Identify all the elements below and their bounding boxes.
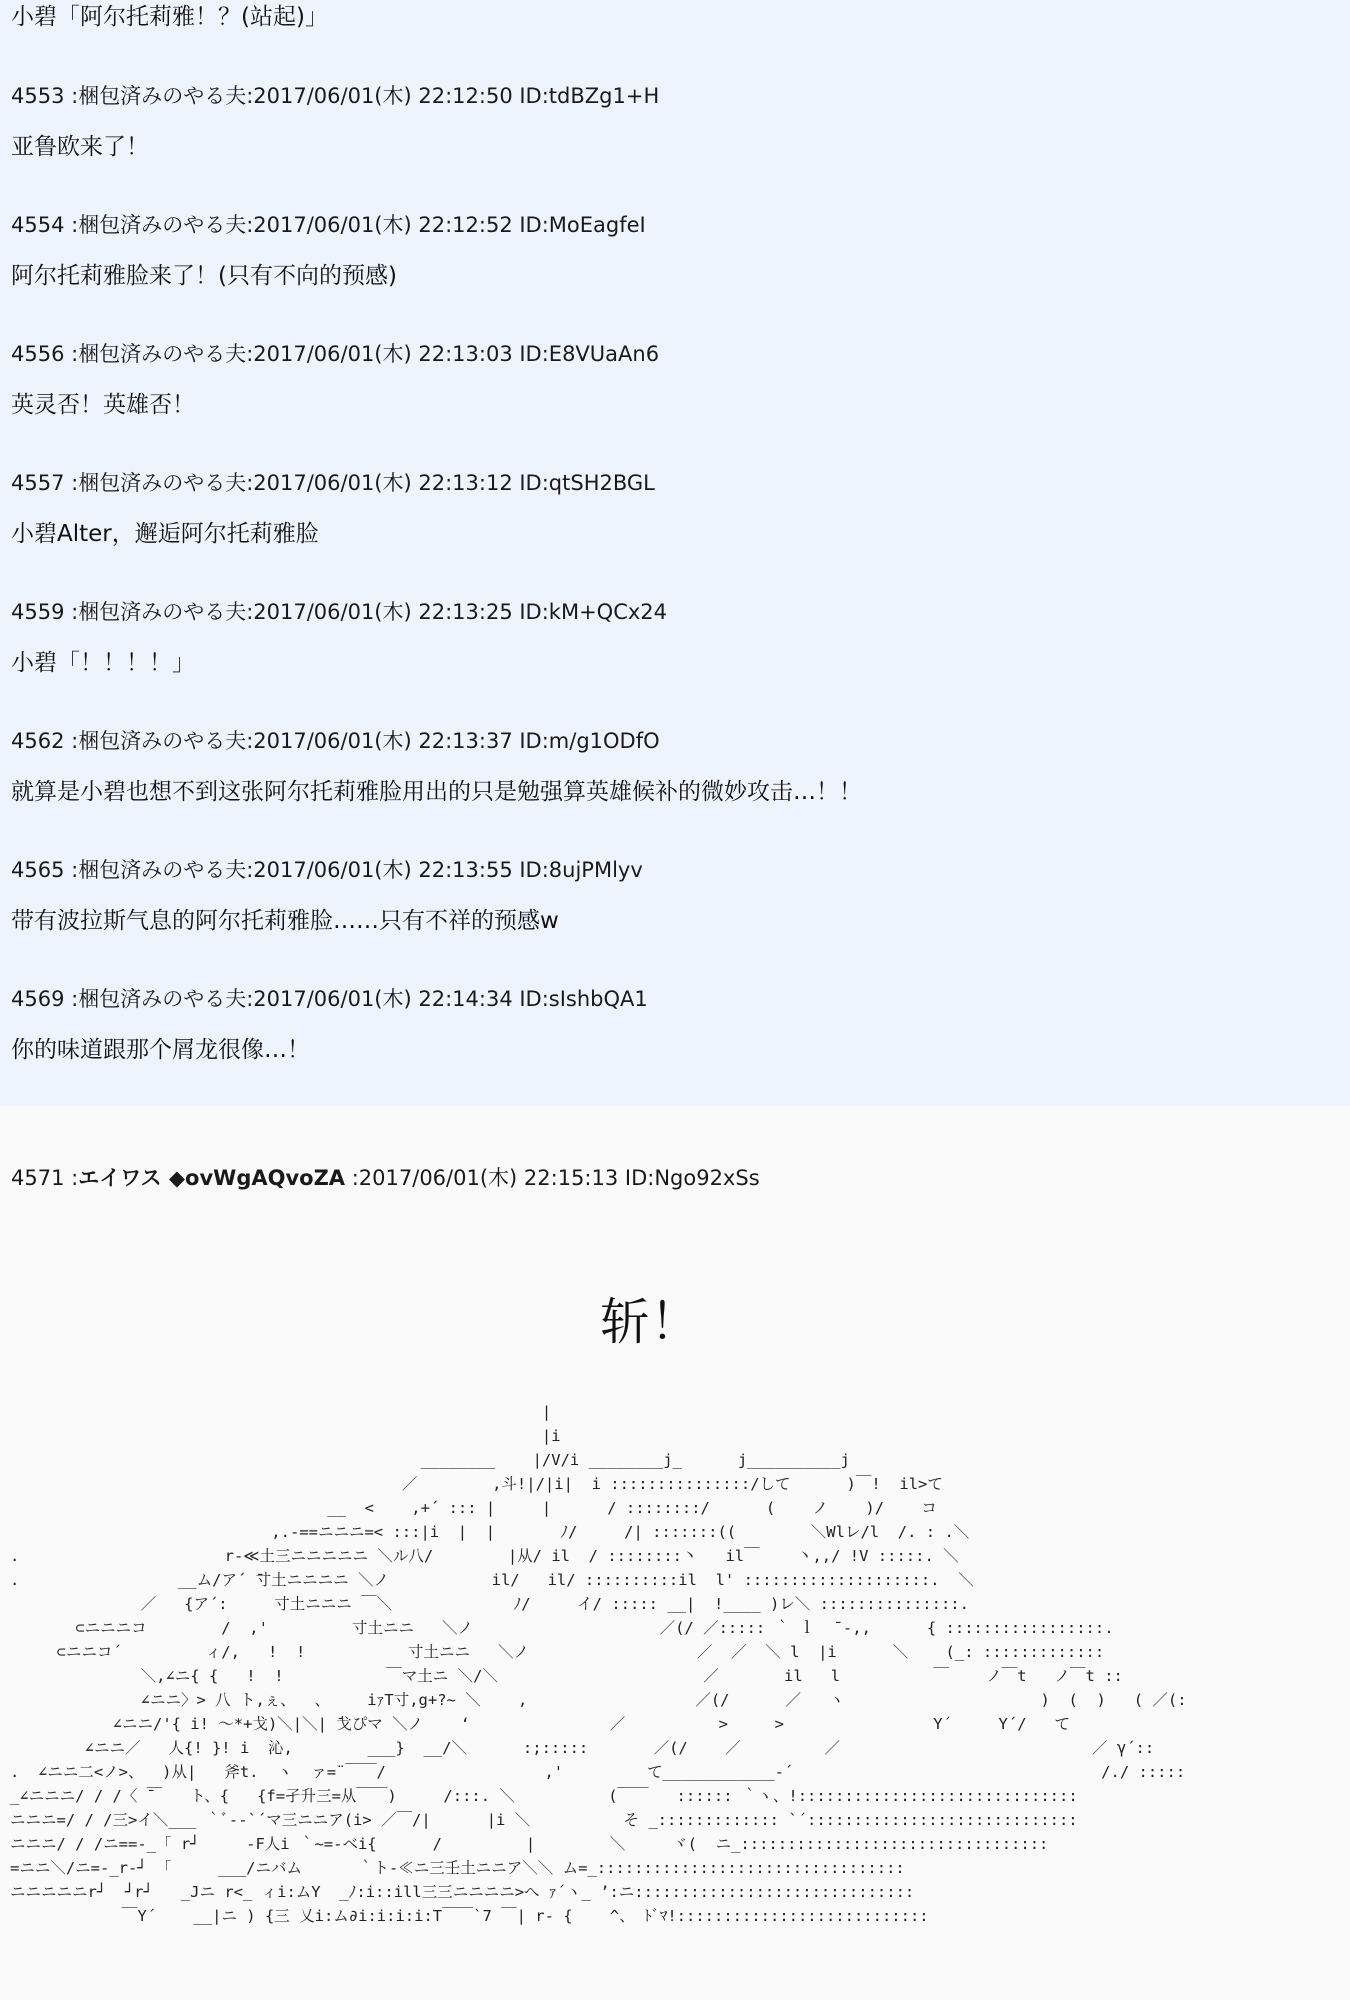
post-number: 4571 : bbox=[11, 1166, 79, 1190]
post-body-first: 小碧「阿尔托莉雅！？(站起)」 bbox=[11, 4, 328, 30]
post-header: 4556 :梱包済みのやる夫:2017/06/01(木) 22:13:03 ID:E8VUaAn6 bbox=[11, 342, 660, 366]
post-header: 4553 :梱包済みのやる夫:2017/06/01(木) 22:12:50 ID:tdBZg1+H bbox=[11, 84, 660, 108]
post-4559 bbox=[11, 598, 667, 678]
post-meta: :2017/06/01(木) 22:15:13 ID:Ngo92xSs bbox=[345, 1166, 760, 1190]
post-4553 bbox=[11, 82, 659, 162]
ascii-art: | |i ________ |/V/i ________j_ j__________j ／ ,斗!|/|i| i :::::::::::::::/して )￣! il>て __ < ,+´ ::: | | / ::::::::/ ( ノ )/ コ ,.-==ニニニ=< :::|i | | ﾉ/ /| :::::::(( ＼Wlレ/l /. : .＼ . r‐≪土三ニニニニニ ＼ル八/ |从/ il / ::::::::丶 il￣ 丶,,/ !V :::::. ＼ . __ム/ア´ ̄寸土ニニニニ ＼ノ il/ il/ ::::::::::il l' ::::::::::::::::::::. ＼ ／ {ア´: 寸土ニニニ ￣＼ ﾉ/ イ/ ::::: __| !____ )レ＼ :::::::::::::::. ⊂ニニニコ / ,' 寸土ニニ ＼ノ ／(/ ／::::: ｀ ｌ ̄ ‐,, { :::::::::::::::::. ⊂ニニコ´ ィ/, ! ! 寸土ニニ ＼ノ ／ ／ ＼ l |i ＼ (_: ::::::::::::: ＼,∠ニ{ { ! ! ￣マ土ニ ＼/＼ ／ il l ￣ ノ￣t ノ￣t :: ∠ニニ〉> 八 ト,ぇ、 、 iｧT寸,g+?~ ＼ , ／(/ ／ ヽ ) ( ) ( ／(: ∠ニニ/'{ i! ～*+戈)＼|＼| ̄戈ぴマ ＼ノ ‘ ／ > > Y´ Y´/ て ∠ニニ／ 人{! }! i 沁, ___} __/＼ :;::::: ／(/ ／ ／ ／ γ´:: . ∠ニニ二<ノ>、 )从| 斧t. ヽ ァ=¨￣￣/ ,' て____________‐´ /./ ::::: _∠ニニニ/ / /〈 ̄￣ ト、{ {f=孑升三=从￣￣) /:::. ＼ (￣￣ :::::: ｀ヽ、!:::::::::::::::::::::::::::::: ニニニ=/ / /三>イ＼___ ｀ﾞ-‐`´マ三ニニア(i> ／￣/| |i ＼ そ _::::::::::::: `´::::::::::::::::::::::::::::: ニニニ/ / /ニ==-_「 r┘ ‐F人i ｀~=-ベi{ / | ＼ ヾ( ニ_::::::::::::::::::::::::::::::::: =ニニ＼/ニ=-_r‐┘ 「 ___/ニバム ｀ト‐≪ニ三壬土ニニア＼＼ ム=_::::::::::::::::::::::::::::::::: ニニニニニr┘ ┘r┘ _Jニ r<_ ィi:ムY _ﾉ:i::ill三三ニニニニ>へ ｧ´ヽ_ ’:ニ:::::::::::::::::::::::::::::: ￣Y´ __|ニ ) {三 乂i:ム∂i:i:i:i:T￣￣`7 ￣| r‐ { ^、 ﾄﾞﾏ!::::::::::::::::::::::::::: bbox=[10, 1403, 1187, 1925]
post-4557 bbox=[11, 469, 655, 549]
post-4565 bbox=[11, 856, 643, 936]
post-body: 带有波拉斯气息的阿尔托莉雅脸……只有不祥的预感w bbox=[11, 908, 559, 934]
post-header: 4554 :梱包済みのやる夫:2017/06/01(木) 22:12:52 ID:MoEagfeI bbox=[11, 213, 646, 237]
post-header: 4569 :梱包済みのやる夫:2017/06/01(木) 22:14:34 ID:sIshbQA1 bbox=[11, 987, 648, 1011]
post-header: 4565 :梱包済みのやる夫:2017/06/01(木) 22:13:55 ID:8ujPMlyv bbox=[11, 858, 643, 882]
author-name: エイワス ◆ovWgAQvoZA bbox=[78, 1166, 346, 1190]
post-body: 亚鲁欧来了！ bbox=[11, 134, 149, 160]
post-header: 4562 :梱包済みのやる夫:2017/06/01(木) 22:13:37 ID:m/g1ODfO bbox=[11, 729, 660, 753]
post-body: 英灵否！英雄否！ bbox=[11, 392, 195, 418]
post-body: 小碧Alter，邂逅阿尔托莉雅脸 bbox=[11, 521, 319, 547]
post-header: 4557 :梱包済みのやる夫:2017/06/01(木) 22:13:12 ID:qtSH2BGL bbox=[11, 471, 655, 495]
post-4556 bbox=[11, 340, 659, 420]
post-body: 阿尔托莉雅脸来了！(只有不向的预感) bbox=[11, 263, 397, 289]
ascii-art-block bbox=[0, 1400, 1350, 2000]
post-4569 bbox=[11, 985, 648, 1065]
post-4571 bbox=[11, 1164, 760, 1192]
post-header bbox=[11, 1164, 760, 1192]
post-body: 你的味道跟那个屑龙很像…！ bbox=[11, 1037, 310, 1063]
post-body: 就算是小碧也想不到这张阿尔托莉雅脸用出的只是勉强算英雄候补的微妙攻击…！！ bbox=[11, 779, 862, 805]
slash-text: 斩！ bbox=[600, 1293, 700, 1351]
post-header: 4559 :梱包済みのやる夫:2017/06/01(木) 22:13:25 ID:kM+QCx24 bbox=[11, 600, 668, 624]
post-4554 bbox=[11, 211, 646, 291]
post-4562 bbox=[11, 727, 862, 807]
post-body: 小碧「！！！！」 bbox=[11, 650, 195, 676]
